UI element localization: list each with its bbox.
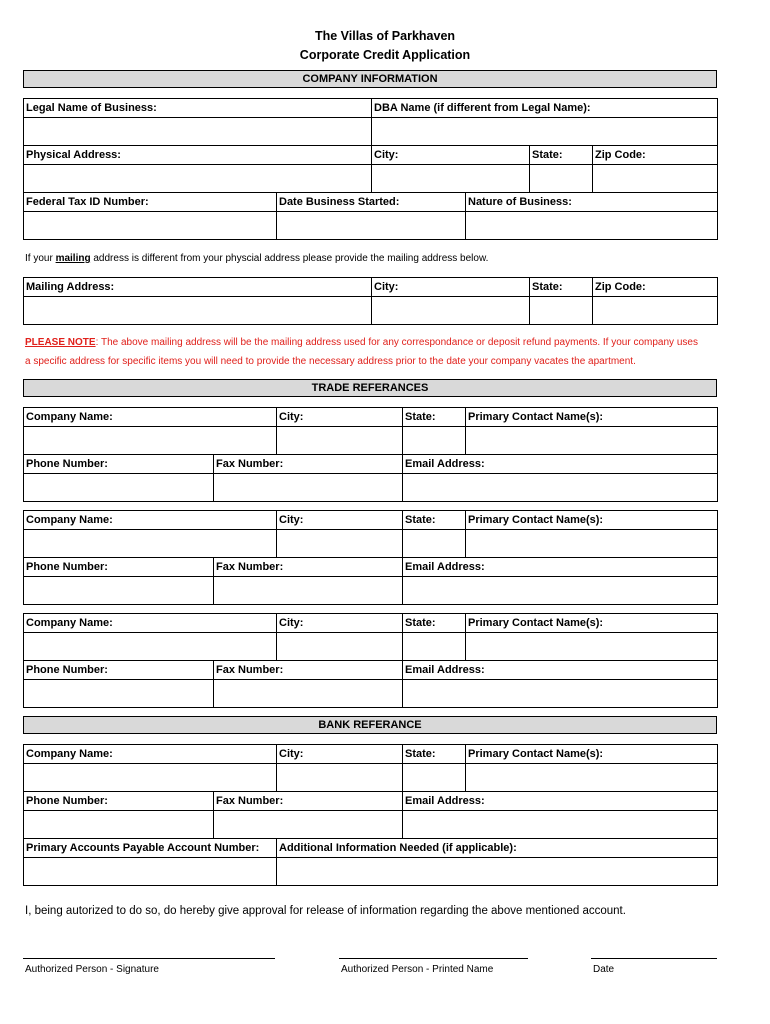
bank-phone-label: Phone Number: xyxy=(24,792,214,811)
trade1-phone-label: Phone Number: xyxy=(24,455,214,474)
mailing-grid xyxy=(23,277,718,325)
trade-reference-2 xyxy=(23,510,718,605)
trade3-city-label: City: xyxy=(277,614,403,633)
please-note-line2: a specific address for specific items you will need to provide the necessary address prior to the date your company vacates the apartment. xyxy=(25,356,636,367)
please-note-line1 xyxy=(25,333,725,352)
bank-company-name-label: Company Name: xyxy=(24,745,277,764)
mailing-note xyxy=(25,253,488,264)
trade3-contact-label: Primary Contact Name(s): xyxy=(466,614,718,633)
trade3-state-field[interactable] xyxy=(403,633,466,661)
bank-company-name-field[interactable] xyxy=(24,764,277,792)
please-note-label: PLEASE NOTE xyxy=(25,337,96,348)
trade3-state-label: State: xyxy=(403,614,466,633)
dba-name-label: DBA Name (if different from Legal Name): xyxy=(372,99,718,118)
trade1-company-name-label: Company Name: xyxy=(24,408,277,427)
federal-tax-id-label: Federal Tax ID Number: xyxy=(24,193,277,212)
bank-city-label: City: xyxy=(277,745,403,764)
printed-name-line[interactable] xyxy=(339,958,528,959)
please-note xyxy=(25,333,725,371)
trade1-fax-label: Fax Number: xyxy=(214,455,403,474)
ap-account-field[interactable] xyxy=(24,858,277,886)
date-line[interactable] xyxy=(591,958,717,959)
bank-email-label: Email Address: xyxy=(403,792,718,811)
date-label: Date xyxy=(593,964,615,975)
mailing-address-label: Mailing Address: xyxy=(24,278,372,297)
physical-address-field[interactable] xyxy=(24,165,372,193)
trade-reference-3 xyxy=(23,613,718,708)
legal-name-field[interactable] xyxy=(24,118,372,146)
signature-label: Authorized Person - Signature xyxy=(25,964,159,975)
company-info-grid xyxy=(23,98,718,240)
mailing-city-label: City: xyxy=(372,278,530,297)
bank-reference-header: BANK REFERANCE xyxy=(23,716,717,734)
mailing-zip-field[interactable] xyxy=(593,297,718,325)
trade1-state-label: State: xyxy=(403,408,466,427)
trade1-email-label: Email Address: xyxy=(403,455,718,474)
date-started-field[interactable] xyxy=(277,212,466,240)
mailing-zip-label: Zip Code: xyxy=(593,278,718,297)
bank-reference-grid xyxy=(23,744,718,886)
mailing-note-keyword: mailing xyxy=(55,253,91,264)
trade2-email-field[interactable] xyxy=(403,577,718,605)
please-note-text1: : The above mailing address will be the mailing address used for any correspondance or deposit refund payments. If your company uses xyxy=(95,337,698,348)
trade1-email-field[interactable] xyxy=(403,474,718,502)
bank-contact-field[interactable] xyxy=(466,764,718,792)
zip-field[interactable] xyxy=(593,165,718,193)
trade2-phone-label: Phone Number: xyxy=(24,558,214,577)
authorization-statement: I, being autorized to do so, do hereby give approval for release of information regarding the above mentioned account. xyxy=(25,905,626,917)
form-title: Corporate Credit Application xyxy=(299,48,471,62)
trade2-company-name-label: Company Name: xyxy=(24,511,277,530)
dba-name-field[interactable] xyxy=(372,118,718,146)
trade1-city-field[interactable] xyxy=(277,427,403,455)
bank-city-field[interactable] xyxy=(277,764,403,792)
trade3-company-name-field[interactable] xyxy=(24,633,277,661)
additional-info-label: Additional Information Needed (if applicable): xyxy=(277,839,718,858)
bank-fax-label: Fax Number: xyxy=(214,792,403,811)
mailing-state-field[interactable] xyxy=(530,297,593,325)
state-label: State: xyxy=(530,146,593,165)
trade3-email-label: Email Address: xyxy=(403,661,718,680)
trade1-contact-label: Primary Contact Name(s): xyxy=(466,408,718,427)
trade3-phone-field[interactable] xyxy=(24,680,214,708)
bank-email-field[interactable] xyxy=(403,811,718,839)
federal-tax-id-field[interactable] xyxy=(24,212,277,240)
trade2-state-label: State: xyxy=(403,511,466,530)
trade1-phone-field[interactable] xyxy=(24,474,214,502)
nature-of-business-label: Nature of Business: xyxy=(466,193,718,212)
trade2-state-field[interactable] xyxy=(403,530,466,558)
city-label: City: xyxy=(372,146,530,165)
mailing-state-label: State: xyxy=(530,278,593,297)
zip-label: Zip Code: xyxy=(593,146,718,165)
trade2-phone-field[interactable] xyxy=(24,577,214,605)
additional-info-field[interactable] xyxy=(277,858,718,886)
bank-phone-field[interactable] xyxy=(24,811,214,839)
trade2-city-label: City: xyxy=(277,511,403,530)
trade1-city-label: City: xyxy=(277,408,403,427)
physical-address-label: Physical Address: xyxy=(24,146,372,165)
date-started-label: Date Business Started: xyxy=(277,193,466,212)
trade1-contact-field[interactable] xyxy=(466,427,718,455)
state-field[interactable] xyxy=(530,165,593,193)
trade3-company-name-label: Company Name: xyxy=(24,614,277,633)
trade1-state-field[interactable] xyxy=(403,427,466,455)
bank-state-label: State: xyxy=(403,745,466,764)
organization-title: The Villas of Parkhaven xyxy=(314,29,456,43)
ap-account-label: Primary Accounts Payable Account Number: xyxy=(24,839,277,858)
city-field[interactable] xyxy=(372,165,530,193)
trade2-contact-label: Primary Contact Name(s): xyxy=(466,511,718,530)
trade3-phone-label: Phone Number: xyxy=(24,661,214,680)
mailing-city-field[interactable] xyxy=(372,297,530,325)
mailing-note-prefix: If your xyxy=(25,253,56,264)
bank-state-field[interactable] xyxy=(403,764,466,792)
trade2-fax-label: Fax Number: xyxy=(214,558,403,577)
trade2-email-label: Email Address: xyxy=(403,558,718,577)
trade1-company-name-field[interactable] xyxy=(24,427,277,455)
printed-name-label: Authorized Person - Printed Name xyxy=(341,964,494,975)
nature-of-business-field[interactable] xyxy=(466,212,718,240)
trade-references-header: TRADE REFERANCES xyxy=(23,379,717,397)
company-info-header: COMPANY INFORMATION xyxy=(23,70,717,88)
trade-reference-1 xyxy=(23,407,718,502)
trade3-contact-field[interactable] xyxy=(466,633,718,661)
mailing-note-suffix: address is different from your physcial address please provide the mailing address below. xyxy=(90,253,489,264)
signature-line[interactable] xyxy=(23,958,275,959)
trade1-fax-field[interactable] xyxy=(214,474,403,502)
trade3-email-field[interactable] xyxy=(403,680,718,708)
trade2-city-field[interactable] xyxy=(277,530,403,558)
bank-fax-field[interactable] xyxy=(214,811,403,839)
mailing-address-field[interactable] xyxy=(24,297,372,325)
trade3-fax-field[interactable] xyxy=(214,680,403,708)
trade3-fax-label: Fax Number: xyxy=(214,661,403,680)
bank-contact-label: Primary Contact Name(s): xyxy=(466,745,718,764)
legal-name-label: Legal Name of Business: xyxy=(24,99,372,118)
trade2-contact-field[interactable] xyxy=(466,530,718,558)
trade3-city-field[interactable] xyxy=(277,633,403,661)
trade2-fax-field[interactable] xyxy=(214,577,403,605)
trade2-company-name-field[interactable] xyxy=(24,530,277,558)
